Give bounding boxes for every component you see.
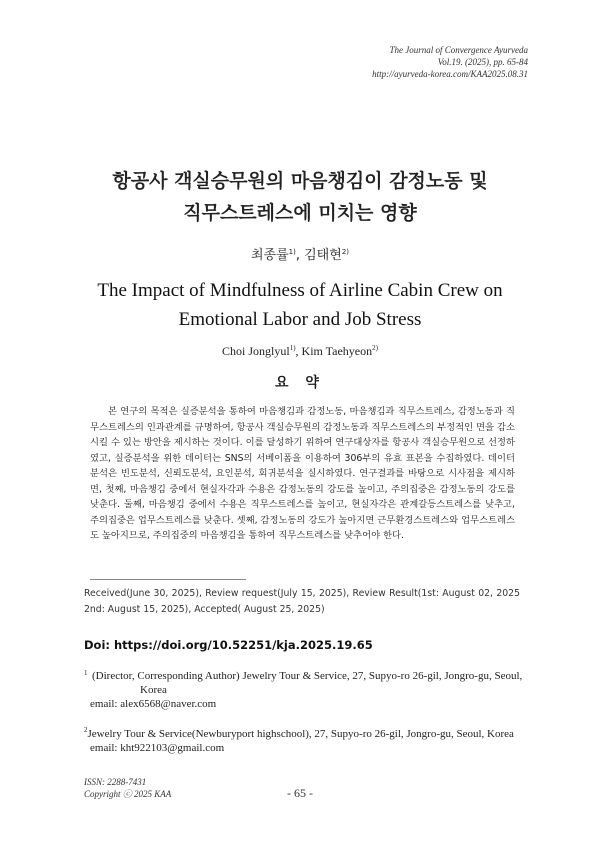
footnote-1-line-1: (Director, Corresponding Author) Jewelry Tour & Service, 27, Supyo-ro 26-gil, Jongro-gu, Seoul, (92, 670, 523, 682)
footnote-1-mark: 1 (84, 669, 88, 677)
author-separator: , (295, 248, 305, 263)
journal-volume: Vol.19. (2025), pp. 65-84 (437, 57, 528, 67)
footnote-2-email-label: email: (90, 742, 118, 754)
english-author-2-mark: 2) (372, 344, 378, 352)
korean-author-1: 최종률 (250, 248, 289, 263)
journal-name: The Journal of Convergence Ayurveda (389, 45, 528, 55)
abstract-heading: 요 약 (275, 375, 325, 391)
footnote-2 (84, 723, 524, 755)
footnote-2-text: Jewelry Tour & Service(Newburyport highschool), 27, Supyo-ro 26-gil, Jongro-gu, Seoul, Korea (87, 728, 514, 740)
korean-title-line-2: 직무스트레스에 미치는 영향 (183, 202, 417, 224)
english-author-1-mark: 1) (289, 344, 296, 352)
footnote-divider (90, 579, 246, 580)
english-author-2: Kim Taehyeon (301, 344, 373, 358)
footnote-2-email-row (90, 741, 524, 755)
korean-author-1-mark: 1) (288, 248, 296, 256)
footnote-2-email[interactable]: kht922103@gmail.com (120, 742, 225, 754)
english-author-1: Choi Jonglyul (222, 344, 290, 358)
journal-header (372, 44, 528, 80)
footnote-1-line-2: Korea (140, 684, 167, 696)
footnote-1 (84, 669, 524, 711)
korean-author-2-mark: 2) (341, 248, 349, 256)
footnote-1-email[interactable]: alex6568@naver.com (120, 698, 217, 710)
received-dates: Received(June 30, 2025), Review request(July 15, 2025), Review Result(1st: August 02, 2025 2nd: August 15, 2025), Accepted( August 25, 2025) (84, 588, 520, 615)
korean-title-line-1: 항공사 객실승무원의 마음챙김이 감정노동 및 (112, 170, 488, 192)
english-title: The Impact of Mindfulness of Airline Cabin Crew on Emotional Labor and Job Stress (97, 280, 503, 330)
footnote-2-mark: 2 (84, 726, 88, 734)
korean-authors (0, 244, 600, 263)
page-number: - 65 - (287, 786, 313, 800)
footnote-1-email-label: email: (90, 698, 118, 710)
footer-issn: ISSN: 2288-7431 (84, 777, 147, 787)
footnote-1-email-row (90, 697, 524, 711)
footer-copyright: Copyright ⓒ 2025 KAA (84, 789, 172, 799)
author-separator: , (295, 344, 302, 358)
abstract-body: 본 연구의 목적은 실증분석을 통하여 마음챙김과 감정노동, 마음챙김과 직무스트레스, 감정노동과 직무스트레스의 인과관계를 규명하여, 항공사 객실승무원의 감정노동과 직무스트레스의 부정적인 면을 감소시킬 수 있는 방안을 제시하는 것이다. 이를 달성하기 위하여 연구대상자를 항공사 객실승무원으로 선정하였고, 실증분석을 위한 데이터는 SNS의 서베이폼을 이용하여 306부의 유효 표본을 수집하였다. 데이터 분석은 빈도분석, 신뢰도분석, 요인분석, 회귀분석을 실시하였다. 연구결과를 바탕으로 시사점을 제시하면, 첫째, 마음챙김 중에서 현실자각과 수용은 감정노동의 강도를 높이고, 주의집중은 감정노동의 강도를 낮춘다. 둘째, 마음챙김 중에서 수용은 직무스트레스를 높이고, 현실자각은 관계갈등스트레스를 낮추고, 주의집중은 업무스트레스를 낮춘다. 셋째, 감정노동의 강도가 높아지면 근무환경스트레스와 업무스트레스도 높아지므로, 주의집중의 마음챙김을 통하여 직무스트레스를 낮추어야 한다. (90, 406, 515, 541)
korean-author-2: 김태현 (304, 248, 342, 263)
english-authors (0, 344, 600, 359)
doi-link[interactable]: Doi: https://doi.org/10.52251/kja.2025.19.65 (84, 638, 373, 652)
journal-url: http://ayurveda-korea.com/KAA2025.08.31 (372, 69, 528, 79)
footnote-2-line-1 (84, 723, 524, 741)
